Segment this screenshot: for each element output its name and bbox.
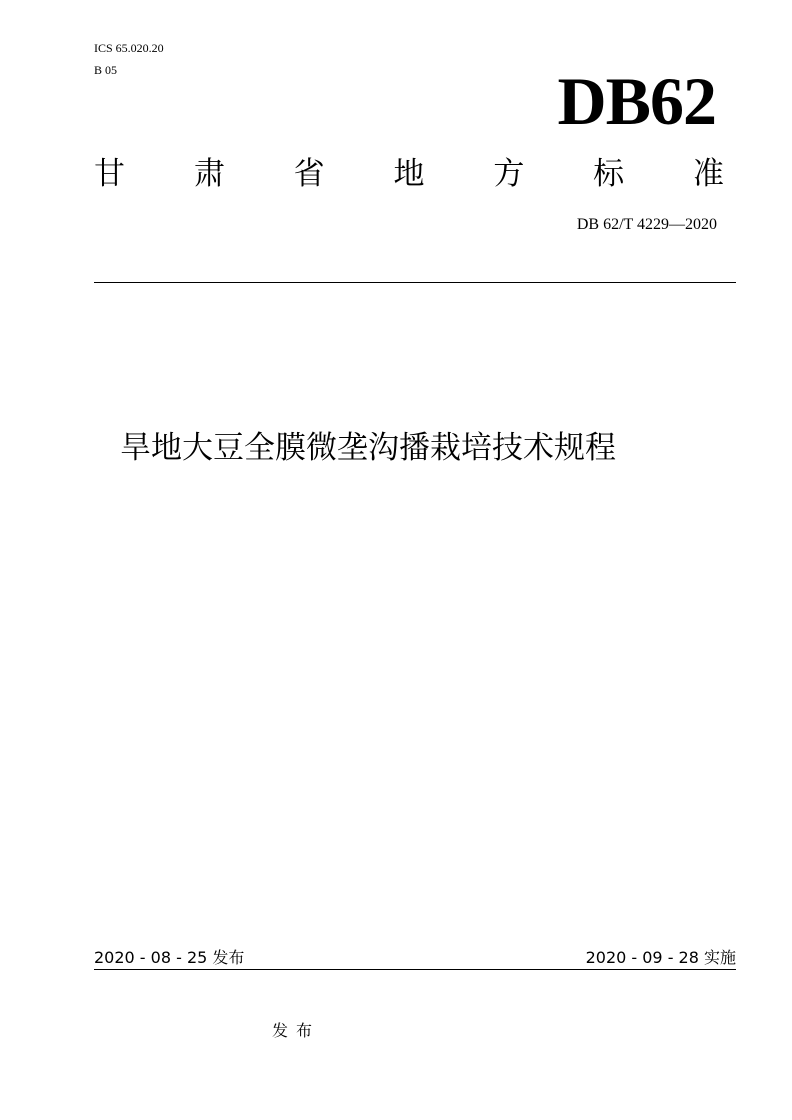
document-title: 旱地大豆全膜微垄沟播栽培技术规程 [120,430,616,466]
standard-type-char: 省 [293,156,325,192]
bottom-divider [94,969,736,970]
standard-type-char: 准 [692,156,724,192]
ccs-code: B 05 [94,63,118,77]
implement-date: 2020 - 09 - 28 实施 [585,948,736,967]
standard-logo: DB62 [557,63,716,139]
publish-date: 2020 - 08 - 25 发布 [94,948,245,967]
standard-type-char: 地 [393,156,425,192]
standard-type-char: 甘 [94,156,125,192]
top-divider [94,282,736,283]
standard-type-char: 肃 [193,156,225,192]
issuer-label: 发布 [272,1021,321,1040]
standard-type-heading [94,152,724,196]
standard-number: DB 62/T 4229—2020 [576,216,717,233]
standard-type-char: 标 [593,156,625,192]
standard-type-char: 方 [493,156,525,192]
ics-code: ICS 65.020.20 [94,41,164,55]
